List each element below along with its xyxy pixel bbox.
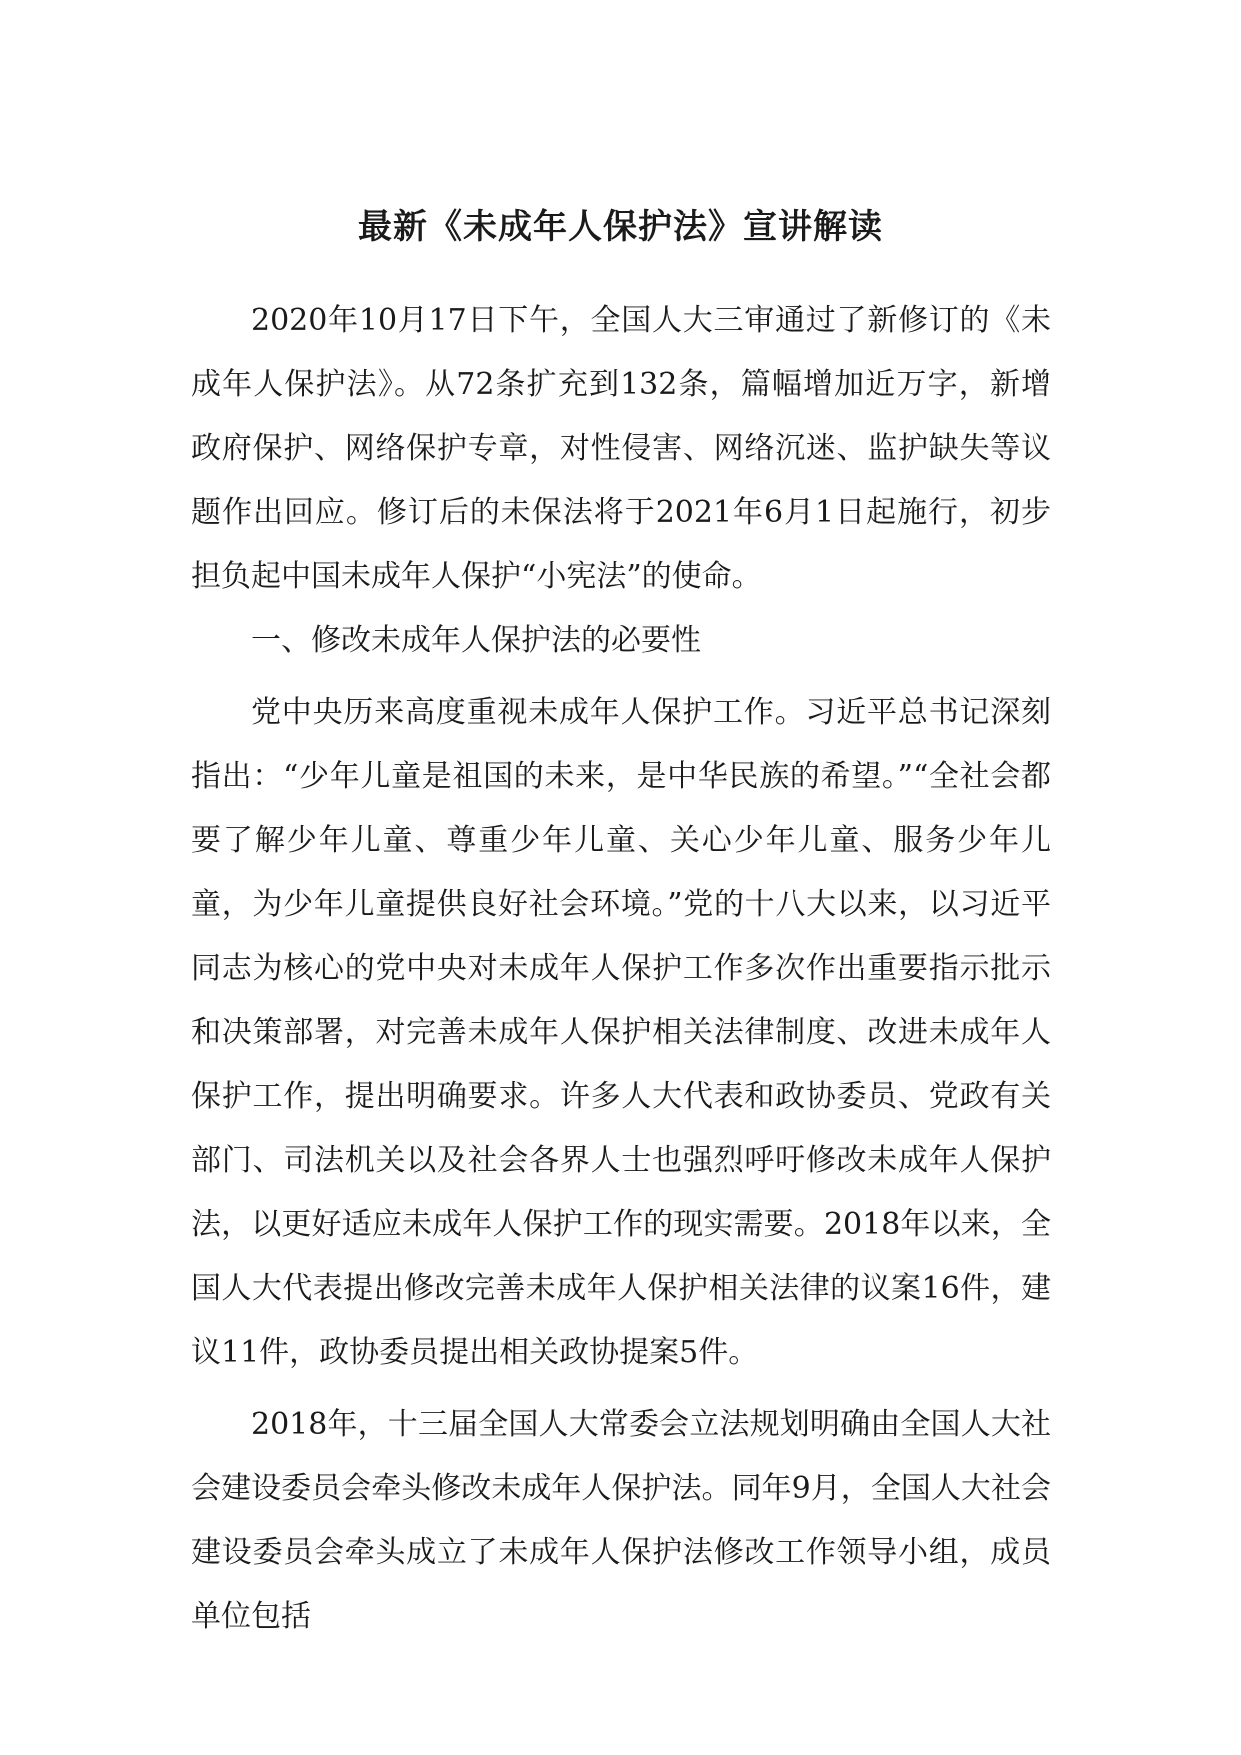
paragraph-necessity: 党中央历来高度重视未成年人保护工作。习近平总书记深刻指出：“少年儿童是祖国的未来，是中华民族的希望。”“全社会都要了解少年儿童、尊重少年儿童、关心少年儿童、服务少年儿童，为少年儿童提供良好社会环境。”党的十八大以来，以习近平同志为核心的党中央对未成年人保护工作多次作出重要指示批示和决策部署，对完善未成年人保护相关法律制度、改进未成年人保护工作，提出明确要求。许多人大代表和政协委员、党政有关部门、司法机关以及社会各界人士也强烈呼吁修改未成年人保护法，以更好适应未成年人保护工作的现实需要。2018年以来，全国人大代表提出修改完善未成年人保护相关法律的议案16件，建议11件，政协委员提出相关政协提案5件。 xyxy=(191,695,1051,1370)
document-title: 最新《未成年人保护法》宣讲解读 xyxy=(358,207,883,247)
paragraph-2018: 2018年，十三届全国人大常委会立法规划明确由全国人大社会建设委员会牵头修改未成年人保护法。同年9月，全国人大社会建设委员会牵头成立了未成年人保护法修改工作领导小组，成员单位包括 xyxy=(191,1407,1051,1634)
section-heading-1: 一、修改未成年人保护法的必要性 xyxy=(251,623,701,658)
paragraph-intro: 2020年10月17日下午，全国人大三审通过了新修订的《未成年人保护法》。从72条扩充到132条，篇幅增加近万字，新增政府保护、网络保护专章，对性侵害、网络沉迷、监护缺失等议题作出回应。修订后的未保法将于2021年6月1日起施行，初步担负起中国未成年人保护“小宪法”的使命。 xyxy=(191,303,1051,594)
document-body xyxy=(191,289,1051,1649)
